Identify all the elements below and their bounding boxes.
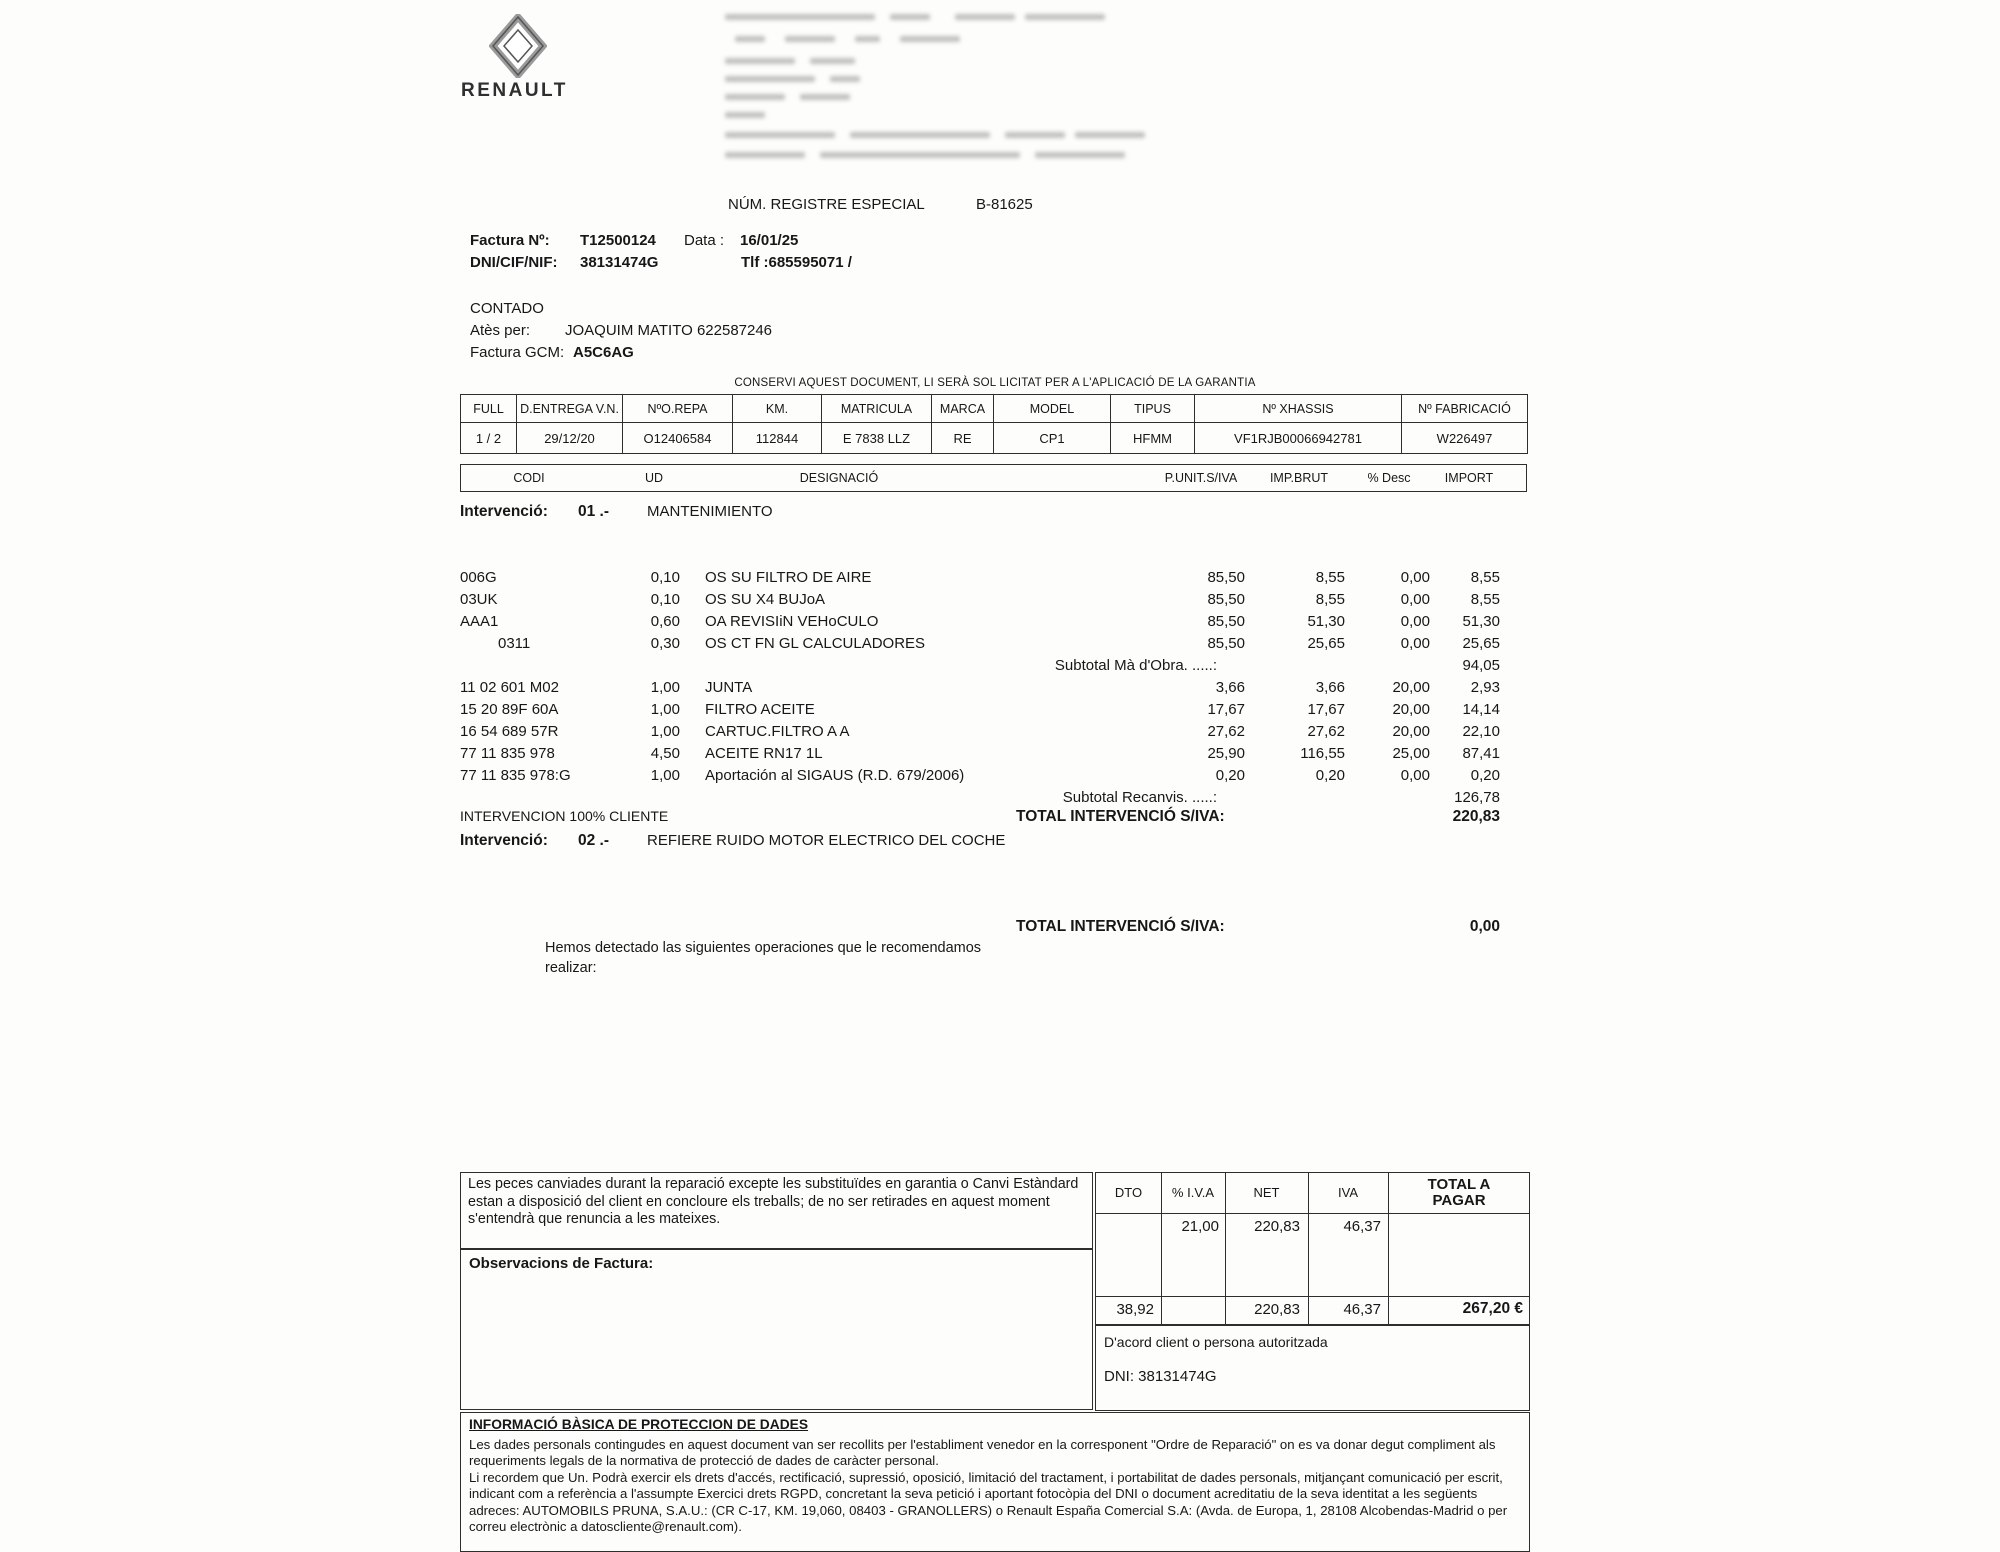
client-note: INTERVENCION 100% CLIENTE — [460, 808, 669, 824]
value-orepa: O12406584 — [623, 423, 733, 454]
item-desc: 0,00 — [1400, 612, 1430, 630]
gcm-value: A5C6AG — [573, 344, 634, 361]
item-desc: 20,00 — [1392, 722, 1430, 740]
tlf-value: Tlf :685595071 / — [741, 254, 852, 271]
intervention-title: MANTENIMIENTO — [647, 503, 773, 520]
subtotal-labor-row — [460, 654, 1530, 676]
item-punit: 85,50 — [1207, 568, 1245, 586]
privacy-paragraph: Les dades personals contingudes en aquest document van ser recollits per l'establiment venedor en la corresponent "Ordre de Reparació" on es va donar degut compliment als requeriments legals de la normativa de protecció de dades de caràcter personal. — [469, 1436, 1496, 1468]
agreement-box — [1095, 1325, 1530, 1411]
col-xhassis: Nº XHASSIS — [1195, 395, 1402, 423]
total-label: TOTAL INTERVENCIÓ S/IVA: — [1016, 808, 1225, 825]
item-codi: 15 20 89F 60A — [460, 700, 559, 718]
item-punit: 3,66 — [1215, 678, 1245, 696]
item-desc: 0,00 — [1400, 766, 1430, 784]
intervention1-total-line — [460, 808, 1530, 830]
item-brut: 0,20 — [1315, 766, 1345, 784]
item-brut: 116,55 — [1300, 744, 1345, 762]
gcm-label: Factura GCM: — [470, 344, 565, 361]
item-import: 14,14 — [1462, 700, 1500, 718]
agreement-label: D'acord client o persona autoritzada — [1104, 1334, 1328, 1350]
net-value: 220,83 — [1254, 1218, 1300, 1235]
factura-label: Factura Nº: — [470, 232, 550, 249]
value-full: 1 / 2 — [461, 423, 517, 454]
privacy-section — [460, 1412, 1530, 1552]
col-tipus: TIPUS — [1111, 395, 1195, 423]
item-ud: 0,30 — [650, 634, 680, 652]
value-xhassis: VF1RJB00066942781 — [1195, 423, 1402, 454]
item-brut: 25,65 — [1307, 634, 1345, 652]
intervention-number: 02 .- — [578, 832, 610, 849]
col-punit: P.UNIT.S/IVA — [1164, 471, 1238, 485]
labor-row — [460, 566, 1530, 588]
item-codi: 16 54 689 57R — [460, 722, 559, 740]
item-punit: 85,50 — [1207, 612, 1245, 630]
divider — [1096, 1296, 1529, 1297]
part-row — [460, 742, 1530, 764]
observations-box — [460, 1249, 1093, 1410]
item-import: 51,30 — [1462, 612, 1500, 630]
col-model: MODEL — [994, 395, 1111, 423]
total-a-pagar-value: 267,20 € — [1462, 1300, 1523, 1317]
item-import: 2,93 — [1470, 678, 1500, 696]
vehicle-table — [460, 394, 1528, 454]
value-marca: RE — [932, 423, 994, 454]
item-codi: 77 11 835 978 — [460, 744, 555, 762]
item-import: 25,65 — [1462, 634, 1500, 652]
attended-by-label: Atès per: — [470, 322, 531, 339]
item-punit: 85,50 — [1207, 634, 1245, 652]
total-value: 0,00 — [1469, 918, 1500, 935]
item-ud: 1,00 — [650, 678, 680, 696]
item-codi: 0311 — [498, 634, 531, 652]
col-desc: % Desc — [1367, 471, 1411, 485]
intervention-label: Intervenció: — [460, 503, 548, 520]
intervention-title: REFIERE RUIDO MOTOR ELECTRICO DEL COCHE — [647, 832, 1006, 849]
intervention-number: 01 .- — [578, 503, 610, 520]
divider — [1096, 1213, 1529, 1214]
item-desc: 20,00 — [1392, 700, 1430, 718]
intervention2-total-line — [460, 918, 1530, 940]
item-punit: 25,90 — [1207, 744, 1245, 762]
col-km: KM. — [733, 395, 822, 423]
col-iva-pct: % I.V.A — [1171, 1185, 1215, 1200]
registre-value: B-81625 — [976, 196, 1033, 213]
part-row — [460, 720, 1530, 742]
parts-notice-box: Les peces canviades durant la reparació excepte les substituïdes en garantia o Canvi Estàndard estan a disposició del client en concloure els treballs; de no ser retirades en aquest moment s'entendrà que renuncia a les mateixes. — [460, 1172, 1093, 1249]
item-codi: AAA1 — [460, 612, 499, 630]
item-desc: 0,00 — [1400, 590, 1430, 608]
item-desc: 0,00 — [1400, 634, 1430, 652]
item-import: 22,10 — [1462, 722, 1500, 740]
intervention-label: Intervenció: — [460, 832, 548, 849]
totals-table — [1095, 1172, 1530, 1325]
subtotal-parts-row — [460, 786, 1530, 808]
item-ud: 1,00 — [650, 766, 680, 784]
item-punit: 17,67 — [1207, 700, 1245, 718]
item-desc: 25,00 — [1392, 744, 1430, 762]
col-fabricacio: Nº FABRICACIÓ — [1402, 395, 1528, 423]
value-km: 112844 — [733, 423, 822, 454]
item-codi: 11 02 601 M02 — [460, 678, 559, 696]
agreement-dni: DNI: 38131474G — [1104, 1368, 1217, 1385]
date-value: 16/01/25 — [740, 232, 799, 249]
recommendation-note: Hemos detectado las siguientes operaciones que le recomendamos realizar: — [545, 940, 982, 976]
col-matricula: MATRICULA — [822, 395, 932, 423]
payment-method: CONTADO — [470, 300, 544, 317]
dni-value: 38131474G — [580, 254, 659, 271]
col-total-a-pagar: TOTAL A PAGAR — [1427, 1176, 1491, 1209]
item-ud: 1,00 — [650, 700, 680, 718]
item-ud: 0,10 — [650, 590, 680, 608]
part-row — [460, 698, 1530, 720]
item-designacio: FILTRO ACEITE — [705, 700, 815, 718]
privacy-paragraph: Li recordem que Un. Podrà exercir els drets d'accés, rectificació, supressió, oposició, limitació del tractament, i portabilitat de dades personals, mitjançant comunicació per escrit, indicant com a referència a l'assumpte Exercici drets RGPD, concretant la seva petició i aportant fotocòpia del DNI o document acreditatiu de la seva identitat a les següents adreces: AUTOMOBILS PRUNA, S.A.U.: (CR C-17, KM. 19,060, 08403 - GRANOLLERS) o Renault España Comercial S.A: (Avda. de Europa, 1, 28108 Alcobendas-Madrid o per correu electrònic a datoscliente@renault.com). — [469, 1469, 1508, 1534]
item-codi: 03UK — [460, 590, 498, 608]
col-import: IMPORT — [1444, 471, 1494, 485]
item-brut: 51,30 — [1307, 612, 1345, 630]
item-ud: 1,00 — [650, 722, 680, 740]
iva-value: 46,37 — [1343, 1218, 1381, 1235]
divider — [1388, 1173, 1389, 1324]
col-iva: IVA — [1338, 1185, 1358, 1200]
renault-logo-icon — [489, 14, 547, 83]
warranty-note: CONSERVI AQUEST DOCUMENT, LI SERÀ SOL LICITAT PER A L'APLICACIÓ DE LA GARANTIA — [734, 377, 1256, 389]
item-ud: 0,60 — [650, 612, 680, 630]
item-designacio: JUNTA — [705, 678, 753, 696]
value-matricula: E 7838 LLZ — [822, 423, 932, 454]
dni-label: DNI/CIF/NIF: — [470, 254, 558, 271]
total-value: 220,83 — [1452, 808, 1500, 825]
item-brut: 8,55 — [1315, 568, 1345, 586]
labor-row — [460, 632, 1530, 654]
item-import: 87,41 — [1462, 744, 1500, 762]
col-full: FULL — [461, 395, 517, 423]
labor-row — [460, 610, 1530, 632]
attended-by-value: JOAQUIM MATITO 622587246 — [565, 322, 773, 339]
subtotal-parts-value: 126,78 — [1454, 788, 1500, 806]
iva-value: 46,37 — [1343, 1301, 1381, 1318]
privacy-title: INFORMACIÓ BÀSICA DE PROTECCION DE DADES — [469, 1417, 809, 1432]
dto-value: 38,92 — [1116, 1301, 1154, 1318]
item-ud: 0,10 — [650, 568, 680, 586]
part-row — [460, 676, 1530, 698]
item-designacio: OA REVISIiN VEHoCULO — [705, 612, 879, 630]
subtotal-parts-label: Subtotal Recanvis. .....: — [1062, 788, 1217, 806]
col-ud: UD — [644, 471, 664, 485]
subtotal-labor-value: 94,05 — [1462, 656, 1500, 674]
col-brut: IMP.BRUT — [1269, 471, 1329, 485]
item-codi: 77 11 835 978:G — [460, 766, 571, 784]
item-designacio: ACEITE RN17 1L — [705, 744, 823, 762]
item-designacio: OS SU X4 BUJoA — [705, 590, 826, 608]
item-ud: 4,50 — [650, 744, 680, 762]
date-label: Data : — [684, 232, 725, 249]
vehicle-table-row — [461, 423, 1528, 454]
item-designacio: Aportación al SIGAUS (R.D. 679/2006) — [705, 766, 965, 784]
iva-pct-value: 21,00 — [1181, 1218, 1219, 1235]
item-desc: 0,00 — [1400, 568, 1430, 586]
item-brut: 3,66 — [1315, 678, 1345, 696]
item-designacio: OS SU FILTRO DE AIRE — [705, 568, 872, 586]
vehicle-table-header — [461, 395, 1528, 423]
col-codi: CODI — [513, 471, 545, 485]
col-orepa: NºO.REPA — [623, 395, 733, 423]
item-import: 0,20 — [1470, 766, 1500, 784]
item-designacio: OS CT FN GL CALCULADORES — [705, 634, 926, 652]
subtotal-labor-label: Subtotal Mà d'Obra. .....: — [1054, 656, 1217, 674]
item-punit: 27,62 — [1207, 722, 1245, 740]
brand-name: RENAULT — [461, 80, 568, 101]
net-value: 220,83 — [1254, 1301, 1300, 1318]
item-import: 8,55 — [1470, 568, 1500, 586]
value-tipus: HFMM — [1111, 423, 1195, 454]
observations-label: Observacions de Factura: — [469, 1255, 654, 1272]
item-designacio: CARTUC.FILTRO A A — [705, 722, 850, 740]
item-punit: 85,50 — [1207, 590, 1245, 608]
item-brut: 17,67 — [1307, 700, 1345, 718]
faded-dealer-info — [725, 12, 1155, 177]
value-model: CP1 — [994, 423, 1111, 454]
item-desc: 20,00 — [1392, 678, 1430, 696]
item-codi: 006G — [460, 568, 497, 586]
factura-number: T12500124 — [580, 232, 656, 249]
col-marca: MARCA — [932, 395, 994, 423]
labor-row — [460, 588, 1530, 610]
col-entrega: D.ENTREGA V.N. — [517, 395, 623, 423]
col-designacio: DESIGNACIÓ — [799, 471, 879, 485]
item-brut: 27,62 — [1307, 722, 1345, 740]
item-punit: 0,20 — [1215, 766, 1245, 784]
item-import: 8,55 — [1470, 590, 1500, 608]
item-brut: 8,55 — [1315, 590, 1345, 608]
col-net: NET — [1253, 1185, 1280, 1200]
part-row — [460, 764, 1530, 786]
line-items-table — [460, 566, 1530, 808]
col-dto: DTO — [1114, 1185, 1143, 1200]
items-header-bar — [460, 464, 1527, 492]
value-fabricacio: W226497 — [1402, 423, 1528, 454]
value-entrega: 29/12/20 — [517, 423, 623, 454]
total-label: TOTAL INTERVENCIÓ S/IVA: — [1016, 918, 1225, 935]
registre-label: NÚM. REGISTRE ESPECIAL — [728, 196, 925, 213]
